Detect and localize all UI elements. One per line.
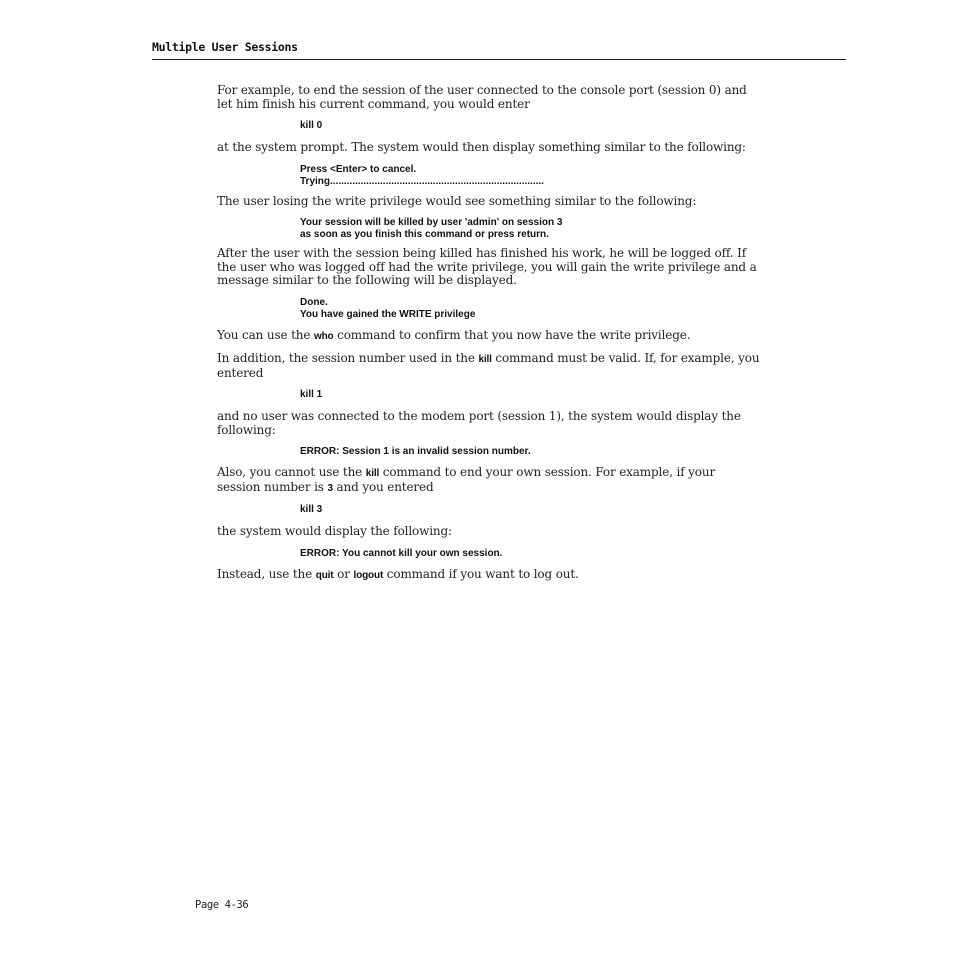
paragraph-quit-logout bbox=[217, 568, 762, 583]
inline-session-number: 3 bbox=[327, 482, 333, 494]
paragraph-who-command bbox=[217, 329, 762, 344]
inline-command-who: who bbox=[313, 330, 334, 342]
text-segment: Instead, use the bbox=[217, 566, 316, 581]
code-press-enter: Press <Enter> to cancel. bbox=[300, 163, 417, 175]
code-session-killed-line1: Your session will be killed by user 'admin' on session 3 bbox=[300, 217, 563, 228]
paragraph-no-user: and no user was connected to the modem port (session 1), the system would display the following: bbox=[217, 409, 741, 437]
inline-command-kill: kill bbox=[478, 354, 492, 365]
code-done: Done. bbox=[300, 296, 328, 308]
paragraph-session-valid bbox=[217, 352, 762, 380]
text-segment: command to confirm that you now have the write privilege. bbox=[333, 327, 691, 342]
code-kill-0: kill 0 bbox=[300, 120, 323, 131]
page-number: Page 4-36 bbox=[195, 899, 249, 911]
code-gained-write: You have gained the WRITE privilege bbox=[300, 308, 476, 320]
paragraph-system-display: the system would display the following: bbox=[217, 524, 452, 538]
code-session-killed-line2: as soon as you finish this command or press return. bbox=[300, 229, 549, 240]
code-trying: Trying............................................................................. bbox=[300, 175, 544, 187]
header-divider bbox=[152, 59, 846, 60]
inline-command-kill: kill bbox=[365, 468, 380, 479]
text-segment: command to end your own session. For example, if your session number is bbox=[217, 465, 716, 494]
text-segment: and you entered bbox=[332, 479, 434, 494]
paragraph-user-losing: The user losing the write privilege would see something similar to the following: bbox=[217, 193, 697, 208]
text-segment: command if you want to log out. bbox=[383, 566, 579, 581]
inline-command-quit: quit bbox=[315, 569, 334, 581]
code-error-own-session: ERROR: You cannot kill your own session. bbox=[300, 547, 503, 559]
code-error-invalid-session: ERROR: Session 1 is an invalid session number. bbox=[300, 446, 531, 457]
running-header-title: Multiple User Sessions bbox=[152, 40, 298, 54]
text-segment: command must be valid. If, for example, you entered bbox=[217, 351, 760, 380]
text-segment: Also, you cannot use the bbox=[217, 465, 366, 479]
text-segment: In addition, the session number used in the bbox=[217, 351, 479, 365]
inline-command-logout: logout bbox=[353, 569, 384, 581]
paragraph-after-user: After the user with the session being killed has finished his work, he will be logged off. If the user who was logged off had the write privilege, you will gain the write privilege and a message similar to the following will be displayed. bbox=[217, 246, 757, 287]
body-content bbox=[217, 84, 762, 582]
code-kill-3: kill 3 bbox=[300, 504, 323, 515]
paragraph-intro: For example, to end the session of the user connected to the console port (session 0) and let him finish his current command, you would enter bbox=[217, 83, 747, 111]
paragraph-system-prompt: at the system prompt. The system would then display something similar to the following: bbox=[217, 140, 746, 154]
text-segment: or bbox=[333, 566, 354, 581]
paragraph-own-session bbox=[217, 466, 762, 495]
text-segment: You can use the bbox=[217, 327, 314, 342]
code-kill-1: kill 1 bbox=[300, 389, 323, 400]
